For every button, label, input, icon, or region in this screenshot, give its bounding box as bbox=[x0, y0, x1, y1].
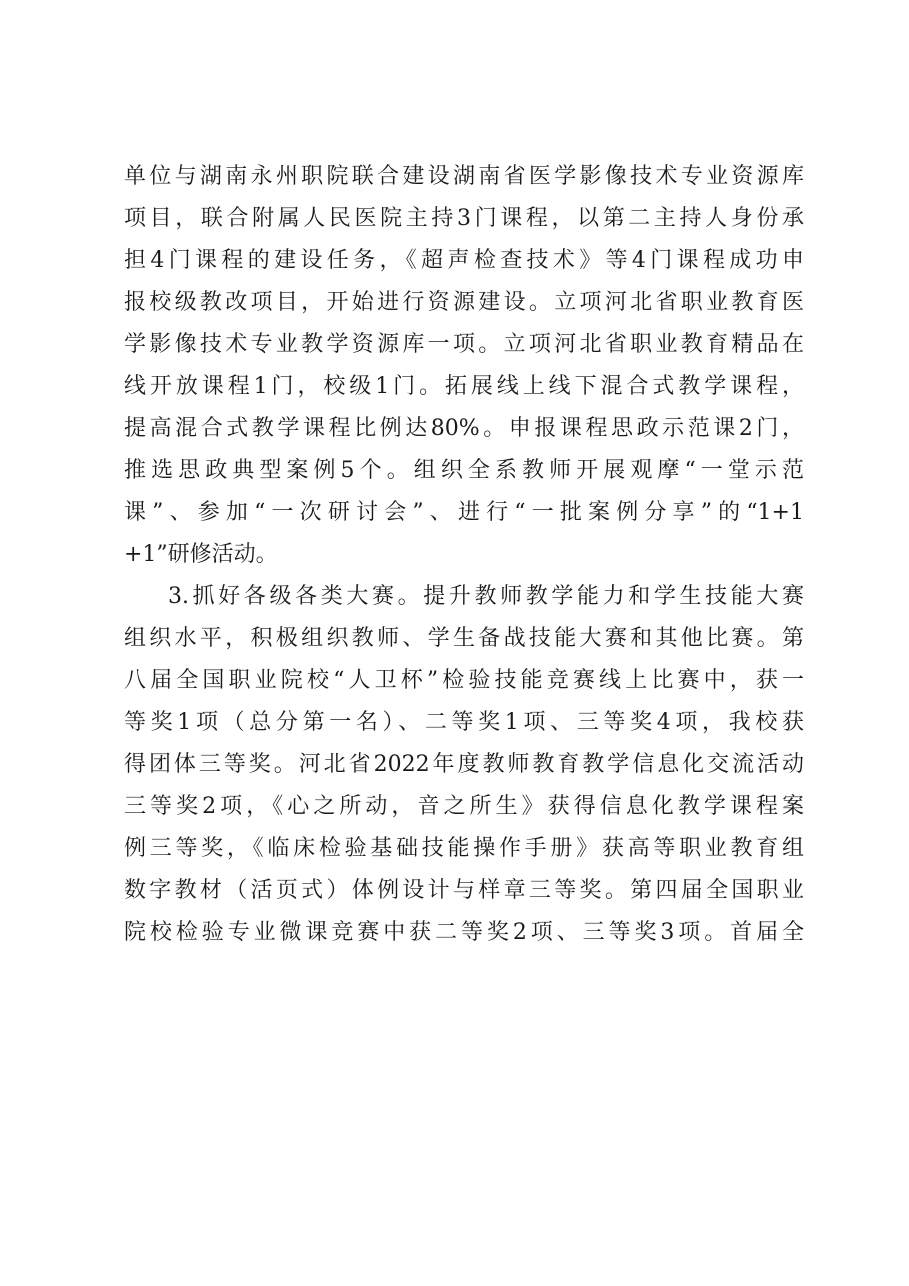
text-line: 院校检验专业微课竞赛中获二等奖2项、三等奖3项。首届全 bbox=[124, 920, 804, 945]
text-line: 提高混合式教学课程比例达80%。申报课程思政示范课2门， bbox=[124, 416, 804, 441]
text-line: 线开放课程1门，校级1门。拓展线上线下混合式教学课程， bbox=[124, 374, 804, 399]
text-line: 推选思政典型案例5个。组织全系教师开展观摩“一堂示范 bbox=[124, 458, 804, 483]
text-line: +1”研修活动。 bbox=[124, 542, 278, 567]
text-line: 组织水平，积极组织教师、学生备战技能大赛和其他比赛。第 bbox=[124, 626, 804, 651]
text-line: 课”、参加“一次研讨会”、进行“一批案例分享”的“1+1 bbox=[124, 500, 804, 525]
text-line: 3.抓好各级各类大赛。提升教师教学能力和学生技能大赛 bbox=[168, 584, 804, 609]
text-line: 项目，联合附属人民医院主持3门课程，以第二主持人身份承 bbox=[124, 206, 804, 231]
text-line: 担4门课程的建设任务，《超声检查技术》等4门课程成功申 bbox=[124, 248, 804, 273]
paragraph bbox=[124, 156, 804, 576]
text-line: 单位与湖南永州职院联合建设湖南省医学影像技术专业资源库 bbox=[124, 164, 804, 189]
text-line: 得团体三等奖。河北省2022年度教师教育教学信息化交流活动 bbox=[124, 752, 804, 777]
text-line: 数字教材（活页式）体例设计与样章三等奖。第四届全国职业 bbox=[124, 878, 804, 903]
text-line: 等奖1项（总分第一名）、二等奖1项、三等奖4项，我校获 bbox=[124, 710, 804, 735]
paragraph bbox=[124, 576, 804, 954]
text-line: 学影像技术专业教学资源库一项。立项河北省职业教育精品在 bbox=[124, 332, 804, 357]
text-line: 报校级教改项目，开始进行资源建设。立项河北省职业教育医 bbox=[124, 290, 804, 315]
text-line: 八届全国职业院校“人卫杯”检验技能竞赛线上比赛中，获一 bbox=[124, 668, 804, 693]
text-line: 三等奖2项，《心之所动，音之所生》获得信息化教学课程案 bbox=[124, 794, 804, 819]
text-line: 例三等奖，《临床检验基础技能操作手册》获高等职业教育组 bbox=[124, 836, 804, 861]
document-body bbox=[124, 156, 804, 954]
